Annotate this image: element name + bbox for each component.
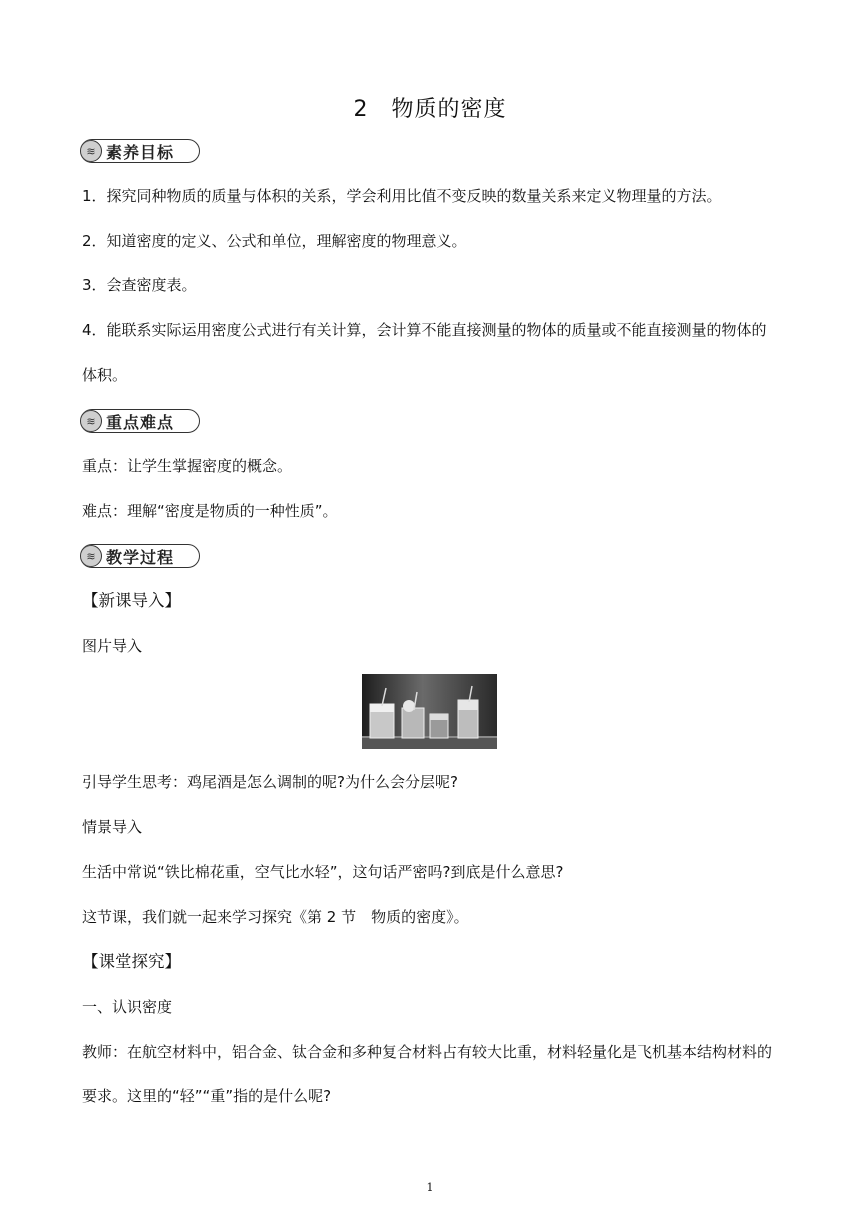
teacher-text: 要求。这里的“轻”“重”指的是什么呢? (82, 1087, 332, 1105)
cocktail-photo (362, 674, 497, 749)
wave-icon: ≋ (80, 410, 102, 432)
page-title: 2 物质的密度 (353, 97, 507, 122)
goal-item: 4．能联系实际运用密度公式进行有关计算，会计算不能直接测量的物体的质量或不能直接测量的物体的 (82, 321, 767, 339)
explore-subheading: 一、认识密度 (82, 998, 173, 1016)
scene-text: 生活中常说“铁比棉花重，空气比水轻”，这句话严密吗?到底是什么意思? (82, 863, 564, 881)
key-point: 重点：让学生掌握密度的概念。 (82, 457, 293, 475)
goals-badge (80, 139, 200, 163)
wave-icon: ≋ (80, 545, 102, 567)
keypoints-badge (80, 409, 200, 433)
picture-intro-label: 图片导入 (82, 637, 143, 655)
keypoints-badge-label: 重点难点 (106, 412, 175, 432)
goal-item: 2．知道密度的定义、公式和单位，理解密度的物理意义。 (82, 232, 467, 250)
scene-intro-label: 情景导入 (82, 818, 143, 836)
explore-heading: 【课堂探究】 (82, 952, 181, 971)
goal-item: 1．探究同种物质的质量与体积的关系，学会利用比值不变反映的数量关系来定义物理量的方法。 (82, 187, 722, 205)
goal-item: 体积。 (82, 366, 128, 384)
difficult-point: 难点：理解“密度是物质的一种性质”。 (82, 502, 338, 520)
wave-icon: ≋ (80, 140, 102, 162)
guiding-question: 引导学生思考：鸡尾酒是怎么调制的呢?为什么会分层呢? (82, 773, 458, 791)
process-badge (80, 544, 200, 568)
lesson-text: 这节课，我们就一起来学习探究《第 2 节 物质的密度》。 (82, 908, 469, 926)
intro-heading: 【新课导入】 (82, 591, 181, 610)
goal-item: 3．会查密度表。 (82, 276, 197, 294)
goals-badge-label: 素养目标 (106, 142, 175, 162)
teacher-text: 教师：在航空材料中，铝合金、钛合金和多种复合材料占有较大比重，材料轻量化是飞机基本结构材料的 (82, 1043, 773, 1061)
process-badge-label: 教学过程 (106, 547, 175, 567)
page-number: 1 (426, 1181, 434, 1194)
